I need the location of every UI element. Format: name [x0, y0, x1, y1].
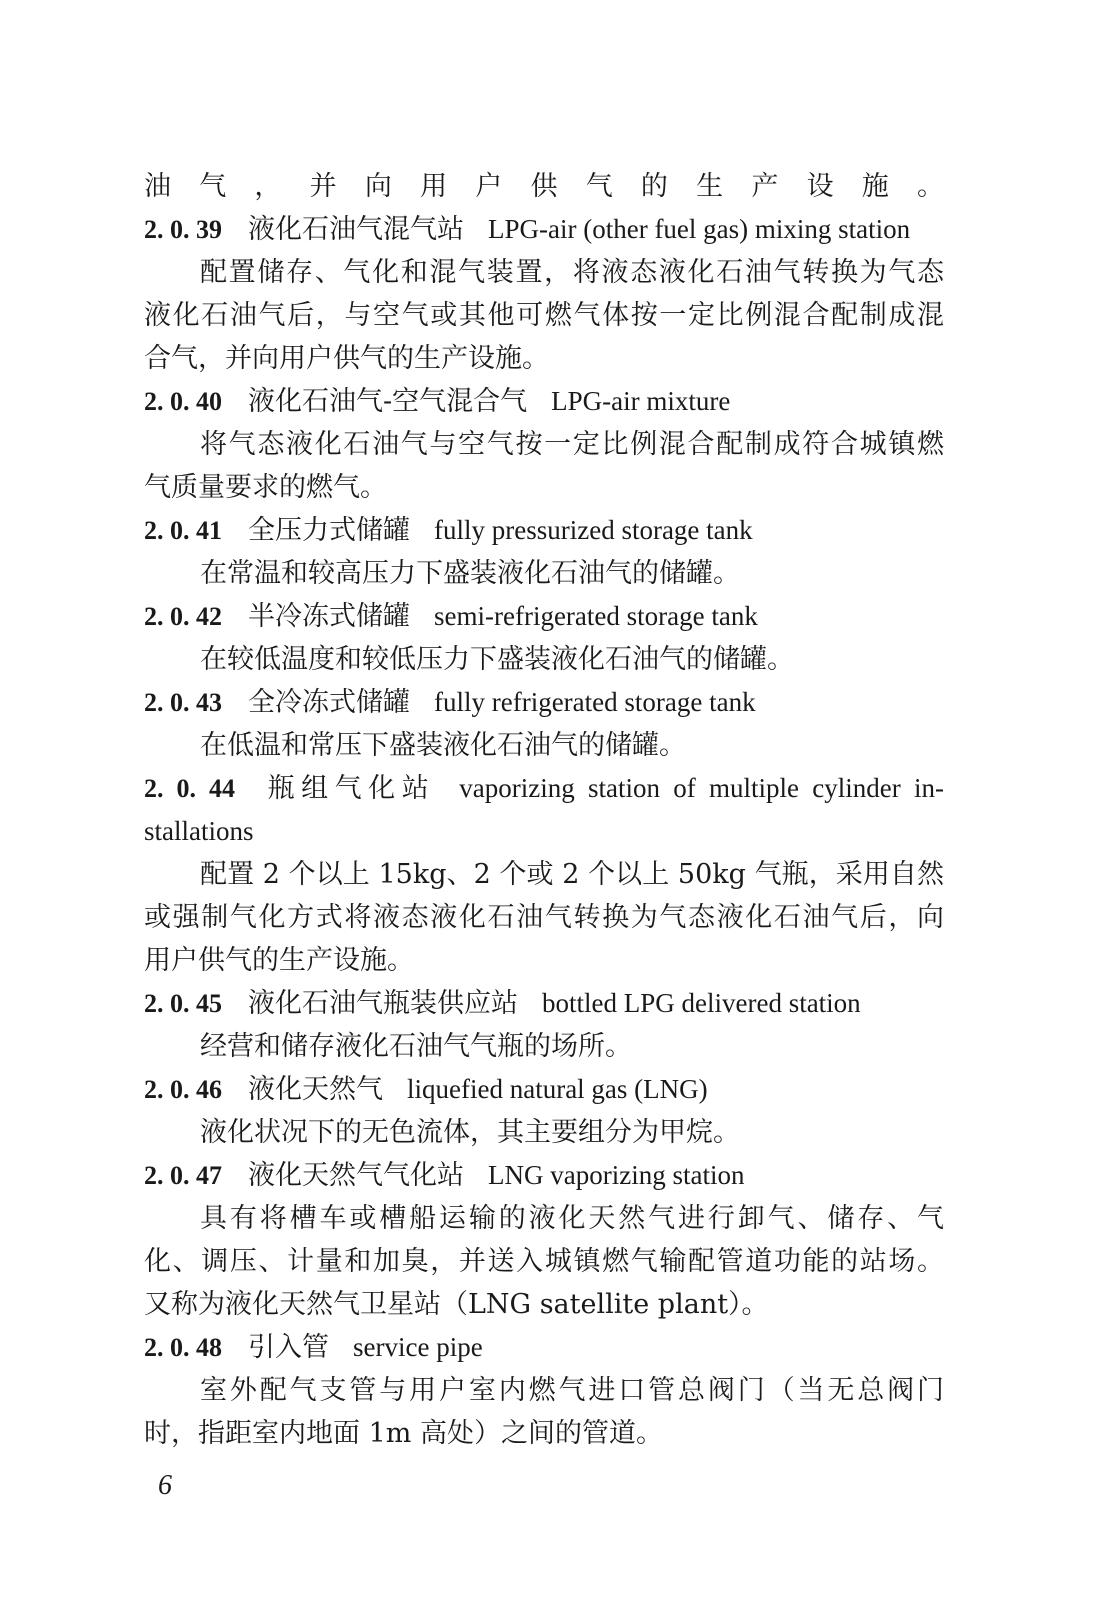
term-english: LNG vaporizing station	[488, 1160, 745, 1190]
definition-line: 将气态液化石油气与空气按一定比例混合配制成符合城镇燃	[200, 429, 944, 460]
definition-line: 在低温和常压下盛装液化石油气的储罐。	[200, 730, 686, 761]
clause-number: 2. 0. 44	[144, 774, 236, 803]
term-english: fully refrigerated storage tank	[434, 687, 756, 717]
term-chinese: 瓶组气化站	[261, 773, 436, 804]
term-chinese: 液化天然气气化站	[248, 1160, 464, 1191]
definition-line: 经营和储存液化石油气气瓶的场所。	[200, 1031, 632, 1062]
term-heading-2-0-47	[144, 1154, 944, 1197]
term-english: LPG-air mixture	[551, 386, 731, 416]
term-heading-2-0-46	[144, 1068, 944, 1111]
page-number: 6	[158, 1470, 172, 1501]
definition-line: 液化状况下的无色流体，其主要组分为甲烷。	[200, 1117, 740, 1148]
definition-line: 又称为液化天然气卫星站（LNG satellite plant）。	[144, 1289, 769, 1320]
term-heading-2-0-42	[144, 595, 944, 638]
term-heading-2-0-40	[144, 380, 944, 423]
document-body	[144, 165, 944, 1455]
term-heading-2-0-45	[144, 982, 944, 1025]
term-english: bottled LPG delivered station	[542, 988, 861, 1018]
term-chinese: 液化石油气混气站	[248, 214, 464, 245]
term-heading-2-0-48	[144, 1326, 944, 1369]
clause-number: 2. 0. 46	[144, 1075, 222, 1104]
clause-number: 2. 0. 43	[144, 688, 222, 717]
term-heading-2-0-43	[144, 681, 944, 724]
definition-line: 在较低温度和较低压力下盛装液化石油气的储罐。	[200, 644, 794, 675]
clause-number: 2. 0. 42	[144, 602, 222, 631]
term-chinese: 半冷冻式储罐	[248, 601, 410, 632]
definition-line: 时，指距室内地面 1m 高处）之间的管道。	[144, 1418, 663, 1449]
definition-line: 化、调压、计量和加臭，并送入城镇燃气输配管道功能的站场。	[144, 1246, 944, 1277]
definition-line: 用户供气的生产设施。	[144, 945, 414, 976]
clause-number: 2. 0. 40	[144, 387, 222, 416]
term-heading-2-0-39	[144, 208, 944, 251]
definition-line: 气质量要求的燃气。	[144, 472, 387, 503]
clause-number: 2. 0. 39	[144, 215, 222, 244]
term-chinese: 液化天然气	[248, 1074, 383, 1105]
term-chinese: 液化石油气-空气混合气	[248, 386, 528, 417]
clause-number: 2. 0. 41	[144, 516, 222, 545]
definition-line: 在常温和较高压力下盛装液化石油气的储罐。	[200, 558, 740, 589]
term-chinese: 引入管	[248, 1332, 329, 1363]
definition-line: 室外配气支管与用户室内燃气进口管总阀门（当无总阀门	[200, 1375, 944, 1406]
term-heading-2-0-44	[144, 767, 944, 810]
term-chinese: 全冷冻式储罐	[248, 687, 410, 718]
term-heading-2-0-41	[144, 509, 944, 552]
definition-line: 合气，并向用户供气的生产设施。	[144, 343, 549, 374]
definition-line: 液化石油气后，与空气或其他可燃气体按一定比例混合配制成混	[144, 300, 944, 331]
definition-line: 具有将槽车或槽船运输的液化天然气进行卸气、储存、气	[200, 1203, 944, 1234]
continued-definition-line: 油气，并向用户供气的生产设施。	[144, 171, 944, 202]
term-english: vaporizing station of multiple cylinder in-	[459, 773, 945, 803]
definition-line: 配置 2 个以上 15kg、2 个或 2 个以上 50kg 气瓶，采用自然	[200, 859, 944, 890]
definition-line: 配置储存、气化和混气装置，将液态液化石油气转换为气态	[200, 257, 944, 288]
term-english: LPG-air (other fuel gas) mixing station	[488, 214, 911, 244]
term-chinese: 全压力式储罐	[248, 515, 410, 546]
term-english: liquefied natural gas (LNG)	[407, 1074, 708, 1104]
clause-number: 2. 0. 48	[144, 1333, 222, 1362]
definition-line: 或强制气化方式将液态液化石油气转换为气态液化石油气后，向	[144, 902, 944, 933]
term-chinese: 液化石油气瓶装供应站	[248, 988, 518, 1019]
term-english: semi-refrigerated storage tank	[434, 601, 758, 631]
term-english: fully pressurized storage tank	[434, 515, 753, 545]
clause-number: 2. 0. 47	[144, 1161, 222, 1190]
term-english: service pipe	[353, 1332, 483, 1362]
term-english-continued: stallations	[144, 816, 254, 846]
clause-number: 2. 0. 45	[144, 989, 222, 1018]
